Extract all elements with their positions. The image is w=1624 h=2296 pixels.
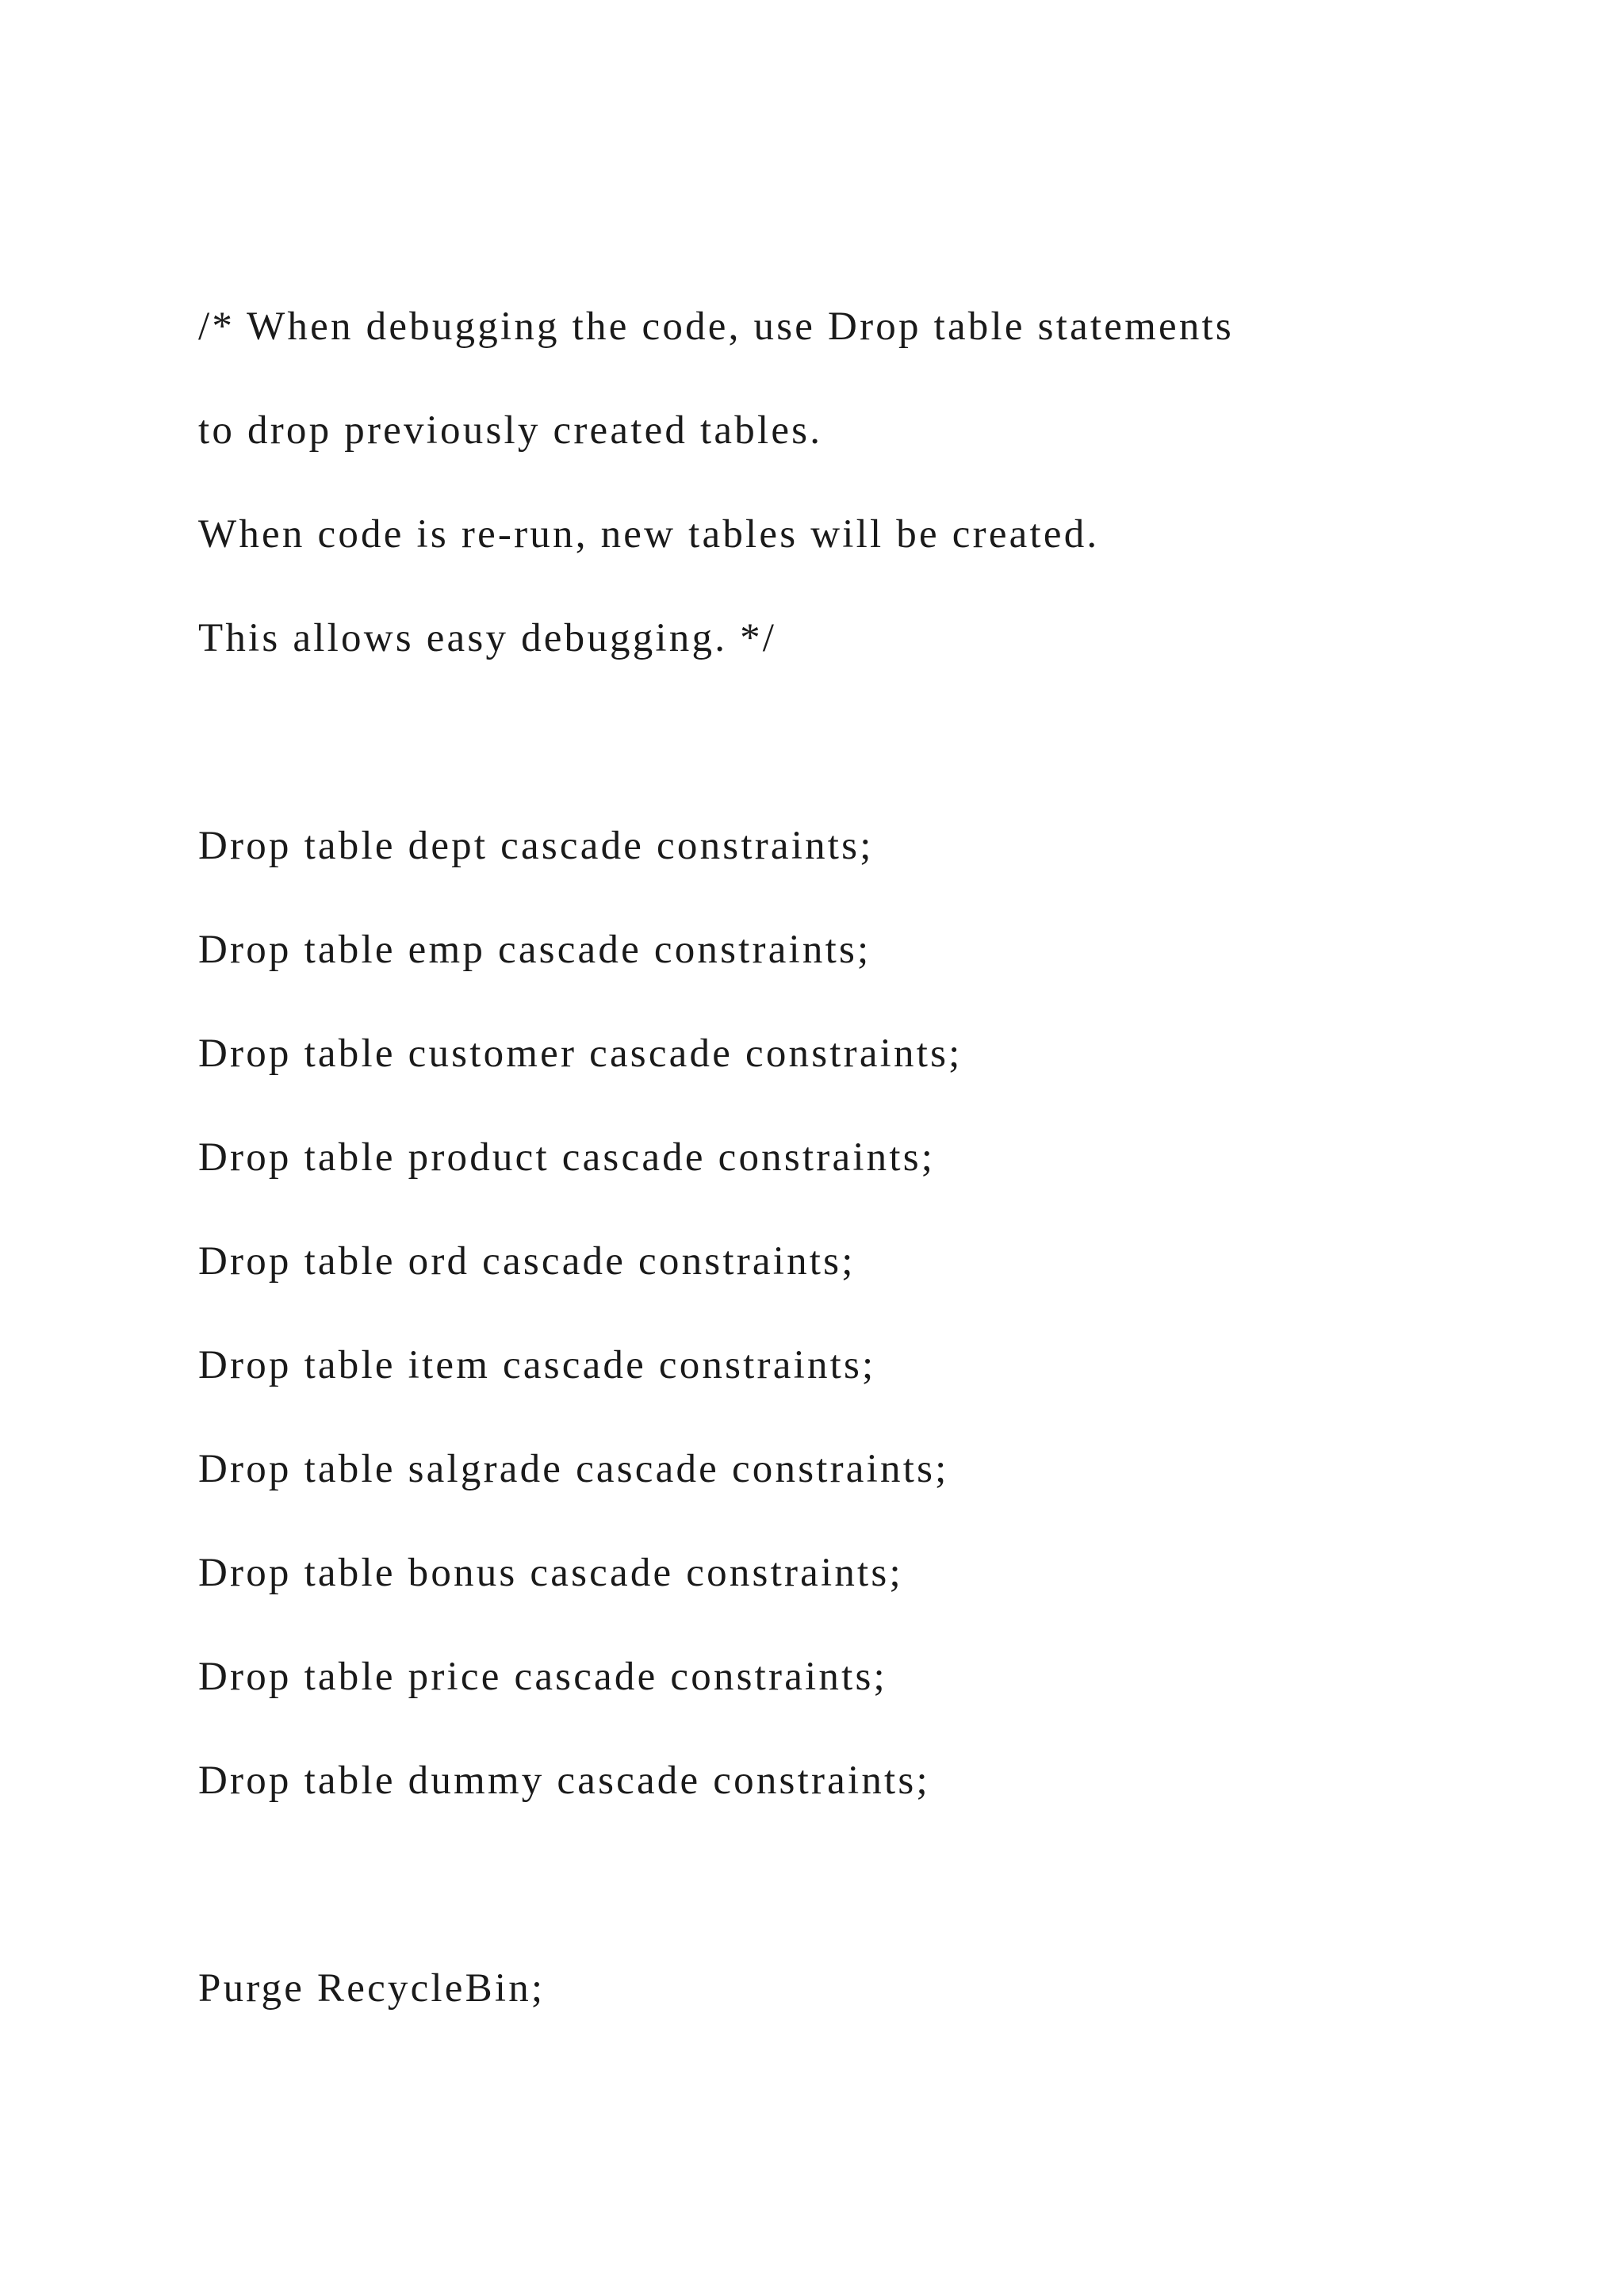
comment-line-3: When code is re-run, new tables will be created.	[198, 512, 1100, 557]
comment-line-1: /* When debugging the code, use Drop table statements	[198, 304, 1234, 349]
drop-statement-ord: Drop table ord cascade constraints;	[198, 1239, 856, 1284]
drop-statement-emp: Drop table emp cascade constraints;	[198, 928, 871, 972]
drop-statement-price: Drop table price cascade constraints;	[198, 1655, 887, 1699]
drop-statement-salgrade: Drop table salgrade cascade constraints;	[198, 1447, 949, 1491]
comment-line-2: to drop previously created tables.	[198, 408, 823, 453]
comment-line-4: This allows easy debugging. */	[198, 616, 777, 660]
drop-statement-bonus: Drop table bonus cascade constraints;	[198, 1551, 903, 1595]
drop-statement-dept: Drop table dept cascade constraints;	[198, 824, 874, 868]
drop-statement-dummy: Drop table dummy cascade constraints;	[198, 1758, 930, 1803]
purge-statement: Purge RecycleBin;	[198, 1966, 546, 2011]
drop-statement-product: Drop table product cascade constraints;	[198, 1135, 936, 1180]
drop-statement-customer: Drop table customer cascade constraints;	[198, 1031, 963, 1076]
drop-statement-item: Drop table item cascade constraints;	[198, 1343, 876, 1387]
